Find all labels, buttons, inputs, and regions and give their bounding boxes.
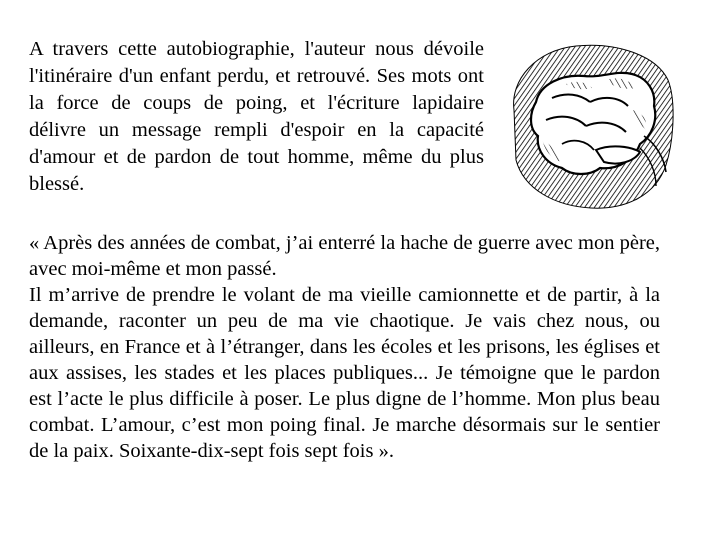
quote-paragraph: « Après des années de combat, j’ai enterré la hache de guerre avec mon père, avec moi-même et mon passé. xyxy=(29,232,660,280)
quote-paragraph: Il m’arrive de prendre le volant de ma vieille camionnette et de partir, à la demande, raconter un peu de ma vie chaotique. Je vais chez nous, ou ailleurs, en France et à l’étranger, dans les écoles et les prisons, les églises et aux assises, les stades et les places publiques... Je témoigne que le pardon est l’acte le plus difficile à poser. Le plus digne de l’homme. Mon plus beau combat. L’amour, c’est mon poing final. Je marche désormais sur le sentier de la paix. Soixante-dix-sept fois sept fois ». xyxy=(29,284,660,462)
fist-illustration xyxy=(506,40,676,215)
clenched-fist-icon xyxy=(506,40,676,215)
intro-paragraph: A travers cette autobiographie, l'auteur nous dévoile l'itinéraire d'un enfant perdu, et retrouvé. Ses mots ont la force de coups de poing, et l'écriture lapidaire délivre un message rempli d'espoir en la capacité d'amour et de pardon de tout homme, même du plus blessé. xyxy=(29,38,484,195)
quote-block xyxy=(29,230,660,464)
